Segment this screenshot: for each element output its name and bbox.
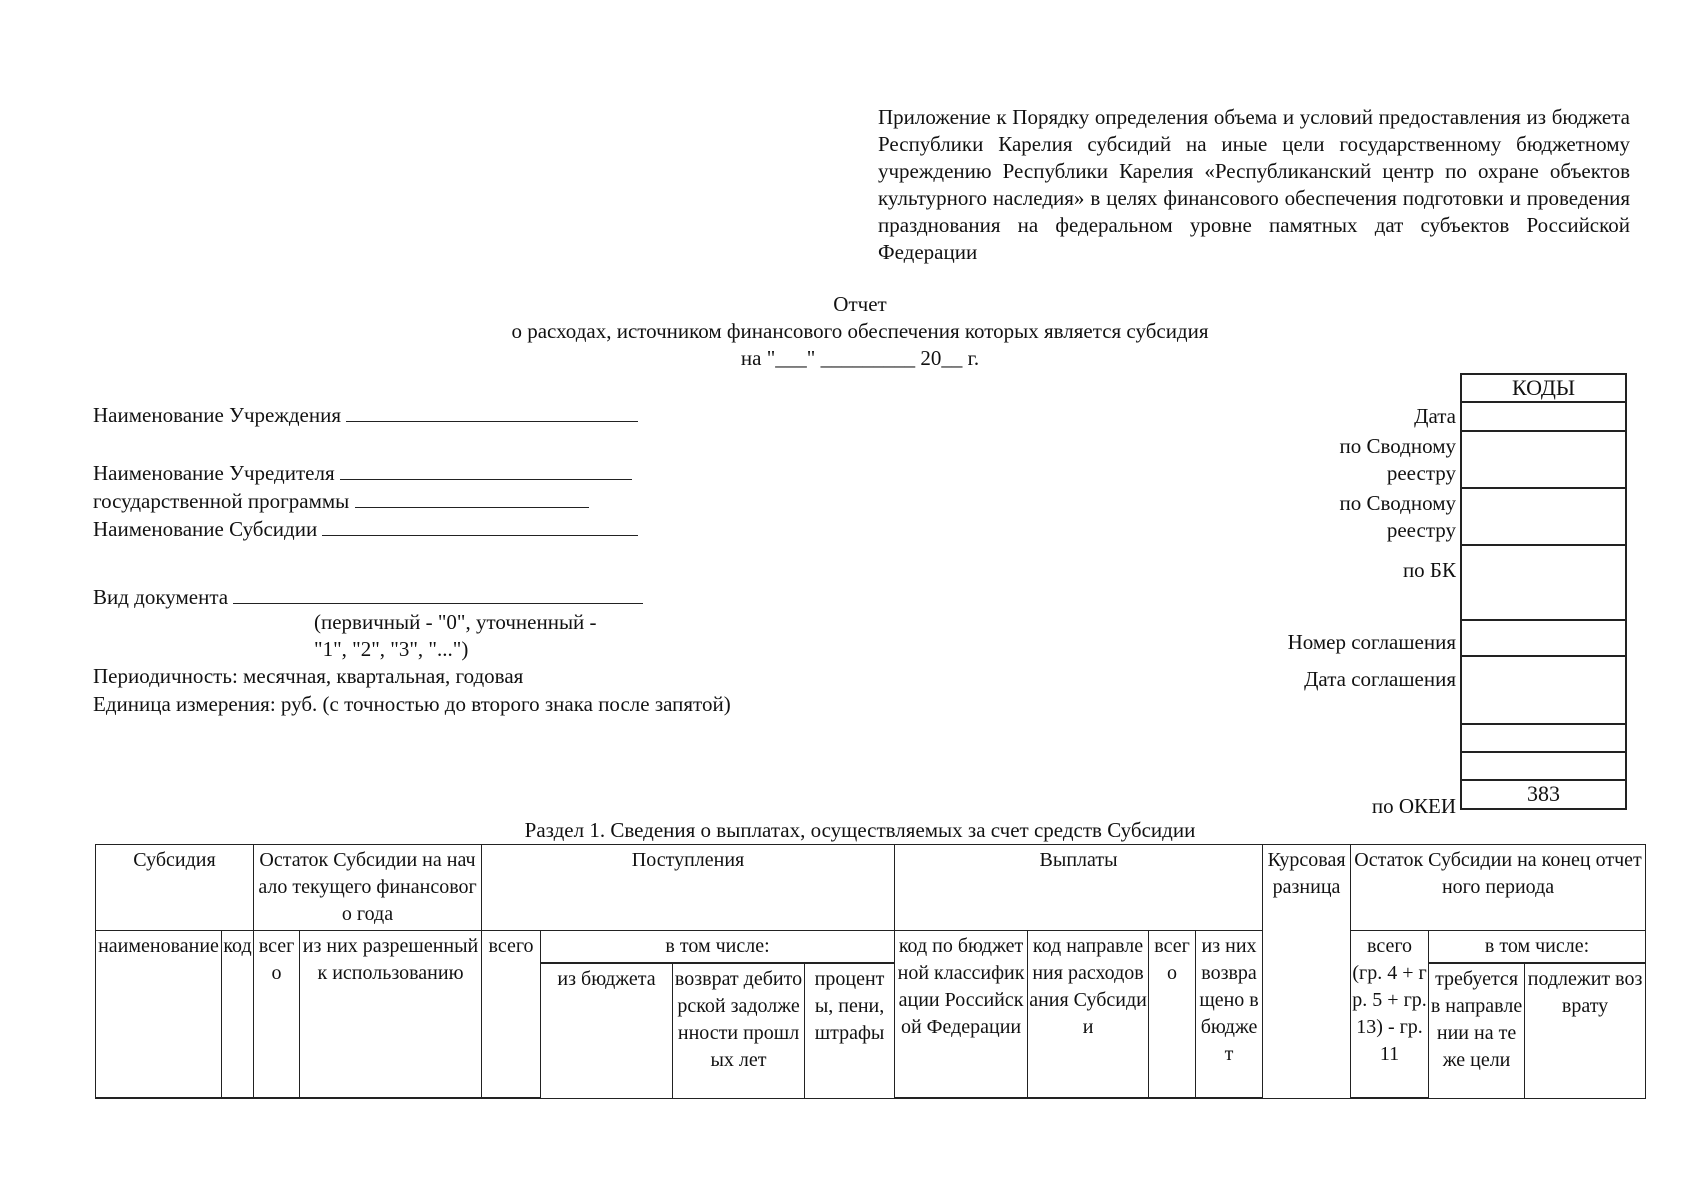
col-total-receipts: всего [482, 931, 541, 1099]
codes-label-agreement-no: Номер соглашения [1287, 630, 1456, 654]
doc-type-label: Вид документа [93, 585, 229, 609]
col-payments: Выплаты [895, 845, 1263, 931]
col-from-budget: из бюджета [541, 963, 673, 1098]
col-interest: проценты, пени, штрафы [805, 963, 895, 1098]
code-cell-extra-2[interactable] [1461, 752, 1626, 780]
appendix-note: Приложение к Порядку определения объема и условий предоставления из бюджета Республики Карелия субсидий на иные цели государственному бюджетному учреждению Республики Карелия «Республиканский центр по охране объектов культурного наследия» в целях финансового обеспечения подготовки и проведения празднования на федеральном уровне памятных дат субъектов Российской Федерации [878, 105, 1630, 264]
section-title: Раздел 1. Сведения о выплатах, осуществляемых за счет средств Субсидии [524, 818, 1196, 842]
code-cell-agreement-date[interactable] [1461, 656, 1626, 724]
codes-label-svod1a: по Сводному [1339, 434, 1456, 458]
periodicity-text: Периодичность: месячная, квартальная, годовая [93, 664, 524, 688]
col-kbk: код по бюджетной классификации Российской Федерации [895, 931, 1028, 1099]
institution-input-line[interactable] [346, 401, 638, 422]
col-total-end [1351, 931, 1429, 1099]
doc-type-hint-2: "1", "2", "3", "...") [314, 637, 469, 661]
col-total-end-label: всего [1367, 935, 1413, 957]
report-subtitle: о расходах, источником финансового обеспечения которых является субсидия [511, 319, 1209, 343]
subsidy-field [93, 515, 638, 542]
codes-label-svod2b: реестру [1386, 518, 1456, 542]
code-cell-svod1[interactable] [1461, 431, 1626, 488]
col-fx-difference: Курсовая разница [1263, 845, 1351, 1099]
unit-text: Единица измерения: руб. (с точностью до второго знака после запятой) [93, 692, 731, 716]
col-return-debt: возврат дебиторской задолженности прошлых лет [673, 963, 805, 1098]
col-allowed: из них разрешенный к использованию [300, 931, 482, 1099]
codes-label-svod2a: по Сводному [1339, 491, 1456, 515]
founder-field [93, 459, 632, 486]
col-total-end-formula: (гр. 4 + гр. 5 + гр. 13) - гр. 11 [1352, 962, 1427, 1065]
codes-label-svod1b: реестру [1386, 461, 1456, 485]
institution-field [93, 401, 638, 428]
founder-input-line[interactable] [340, 459, 632, 480]
code-cell-date[interactable] [1461, 402, 1626, 431]
subsidy-label: Наименование Субсидии [93, 517, 318, 541]
report-date-line: на "___" _________ 20__ г. [740, 346, 980, 370]
col-end-incl: в том числе: [1429, 931, 1646, 964]
payments-table [95, 844, 1646, 1099]
program-input-line[interactable] [355, 487, 589, 508]
code-cell-okei: 383 [1461, 780, 1626, 808]
codes-label-agreement-date: Дата соглашения [1304, 667, 1456, 691]
report-title: Отчет [833, 292, 887, 316]
codes-table [1460, 373, 1627, 810]
code-cell-agreement-no[interactable] [1461, 620, 1626, 656]
col-returned: из них возвращено в бюджет [1196, 931, 1263, 1099]
col-direction-code: код направления расходования Субсидии [1028, 931, 1149, 1099]
col-to-return: подлежит возврату [1525, 963, 1646, 1098]
founder-label: Наименование Учредителя [93, 461, 335, 485]
col-required: требуется в направлении на те же цели [1429, 963, 1525, 1098]
col-total-start: всего [254, 931, 300, 1099]
doc-type-field [93, 583, 643, 610]
program-field [93, 487, 589, 514]
col-total-payments: всего [1149, 931, 1196, 1099]
col-receipts-incl: в том числе: [541, 931, 895, 964]
col-balance-end: Остаток Субсидии на конец отчетного периода [1351, 845, 1646, 931]
codes-header: КОДЫ [1461, 374, 1626, 402]
col-name: наименование [96, 931, 222, 1099]
codes-label-bk: по БК [1402, 558, 1456, 582]
doc-type-hint-1: (первичный - "0", уточненный - [314, 610, 597, 634]
program-label: государственной программы [93, 489, 350, 513]
doc-type-input-line[interactable] [233, 583, 643, 604]
code-cell-svod2[interactable] [1461, 488, 1626, 545]
col-code: код [222, 931, 254, 1099]
codes-label-okei: по ОКЕИ [1371, 794, 1456, 818]
codes-label-date: Дата [1414, 404, 1456, 428]
code-cell-extra-1[interactable] [1461, 724, 1626, 752]
institution-label: Наименование Учреждения [93, 403, 341, 427]
code-cell-bk[interactable] [1461, 545, 1626, 620]
col-receipts: Поступления [482, 845, 895, 931]
col-balance-start: Остаток Субсидии на начало текущего финансового года [254, 845, 482, 931]
col-subsidy: Субсидия [96, 845, 254, 931]
subsidy-input-line[interactable] [322, 515, 638, 536]
